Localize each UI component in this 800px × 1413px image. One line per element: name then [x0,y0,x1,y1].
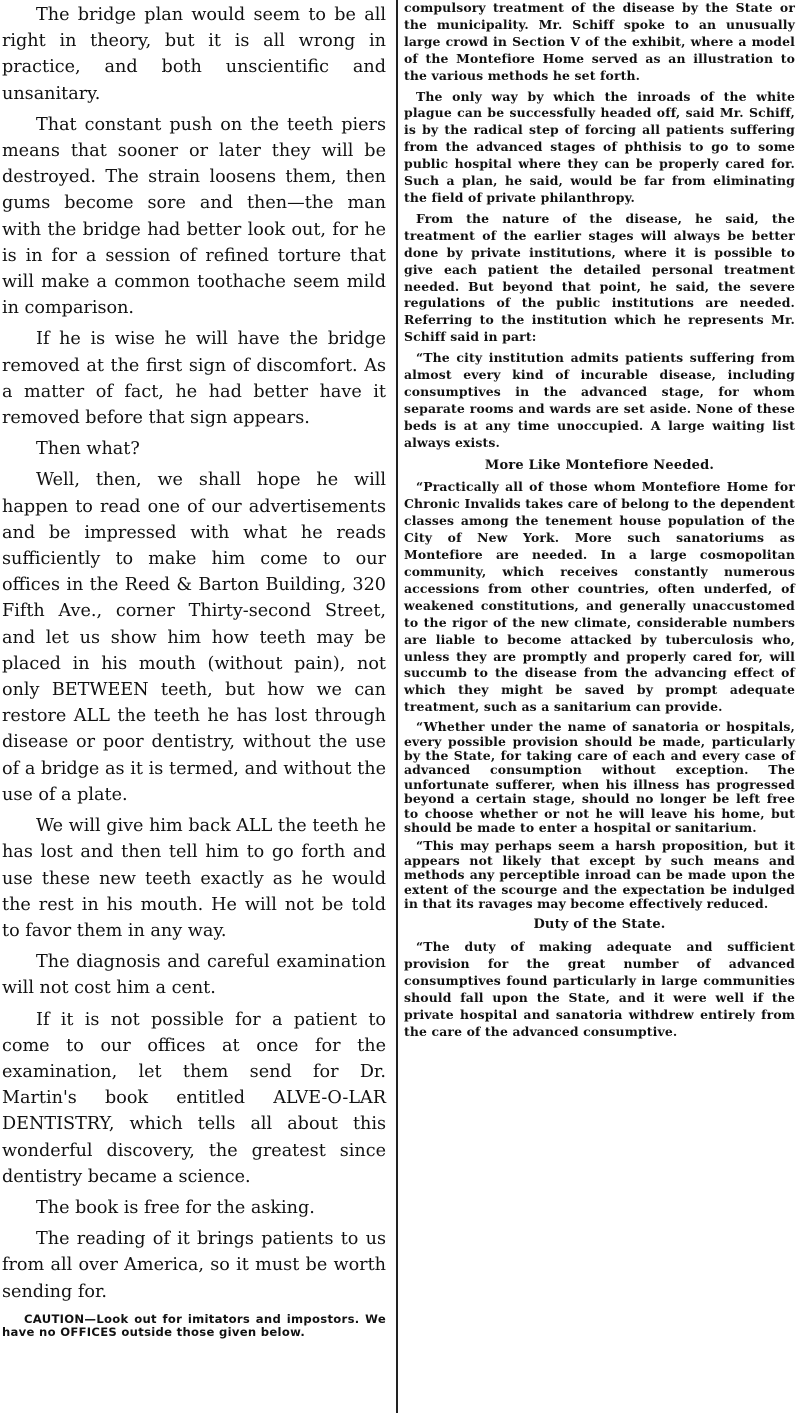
ad-paragraph: If it is not possible for a patient to come to our offices at once for the examination, let them send for Dr. Martin's book entitled ALVE-O-LAR DENTISTRY, which tells all about this wonderful discovery, the greatest since dentistry became a science. [2,1009,386,1187]
ad-paragraph: Then what? [36,439,140,460]
article-paragraph: “The city institution admits patients suffering from almost every kind of incurable disease, including consumptives in the advanced stage, for whom separate rooms and wards are set aside. None of these beds is at any time unoccupied. A large waiting list always exists. [404,350,795,450]
article-paragraph: “Practically all of those whom Montefiore Home for Chronic Invalids takes care of belong to the dependent classes among the tenement house population of the City of New York. More such sanatoriums as Montefiore are needed. In a large cosmopolitan community, which receives constantly numerous accessions from other countries, often underfed, of weakened constitutions, and generally unaccustomed to the rigor of the new climate, considerable numbers are liable to become attacked by tuberculosis who, unless they are promptly and properly cared for, will succumb to the disease from the advancing effect of which they might be saved by prompt adequate treatment, such as a sanitarium can provide. [404,479,795,715]
article-paragraph: compulsory treatment of the disease by the State or the municipality. Mr. Schiff spoke to an unusually large crowd in Section V of the exhibit, where a model of the Montefiore Home served as an illustration to the various methods he set forth. [404,0,795,83]
article-paragraph: “The duty of making adequate and sufficient provision for the great number of advanced consumptives found particularly in large communities should fall upon the State, and it were well if the private hospital and sanatoria withdrew entirely from the care of the advanced consumptive. [404,939,795,1039]
subheading-more-like-montefiore: More Like Montefiore Needed. [484,457,715,473]
ad-paragraph: The diagnosis and careful examination will not cost him a cent. [2,952,386,999]
caution-notice: CAUTION—Look out for imitators and impostors. We have no OFFICES outside those given below. [2,1311,386,1339]
ad-paragraph: The book is free for the asking. [36,1197,315,1218]
ad-paragraph: The bridge plan would seem to be all right in theory, but it is all wrong in practice, and both unscientific and unsanitary. [2,5,386,104]
article-column [402,0,797,1413]
ad-paragraph: Well, then, we shall hope he will happen to read one of our advertisements and be impressed with what he reads sufficiently to make him come to our offices in the Reed & Barton Building, 320 Fifth Ave., corner Thirty-second Street, and let us show him how teeth may be placed in his mouth (without pain), not only BETWEEN teeth, but how we can restore ALL the teeth he has lost through disease or poor dentistry, without the use of a bridge as it is termed, and without the use of a plate. [2,470,386,805]
article-paragraph: The only way by which the inroads of the white plague can be successfully headed off, said Mr. Schiff, is by the radical step of forcing all patients suffering from the advanced stages of phthisis to go to some public hospital where they can be properly cared for. Such a plan, he said, would be far from eliminating the field of private philanthropy. [404,88,795,205]
article-paragraph: “This may perhaps seem a harsh proposition, but it appears not likely that except by such means and methods any perceptible inroad can be made upon the extent of the scourge and the expectation be indulged in that its ravages may become effectively reduced. [404,838,795,912]
ad-paragraph: If he is wise he will have the bridge removed at the first sign of discomfort. As a matter of fact, he had better have it removed before that sign appears. [2,329,386,429]
advertisement-column [0,0,390,1413]
article-paragraph: “Whether under the name of sanatoria or hospitals, every possible provision should be made, particularly by the State, for taking care of each and every case of advanced consumption without exception. The unfortunate sufferer, when his illness has progressed beyond a certain stage, should no longer be left free to choose whether or not he will leave his home, but should be made to enter a hospital or sanitarium. [404,719,795,835]
article-paragraph: From the nature of the disease, he said, the treatment of the earlier stages will always be better done by private institutions, where it is possible to give each patient the detailed personal treatment needed. But beyond that point, he said, the severe regulations of the public institutions are needed. Referring to the institution which he represents Mr. Schiff said in part: [404,210,795,345]
subheading-duty-of-the-state: Duty of the State. [533,917,666,933]
column-divider [396,0,398,1413]
ad-paragraph: We will give him back ALL the teeth he has lost and then tell him to go forth and use these new teeth exactly as he would the rest in his mouth. He will not be told to favor them in any way. [2,816,386,941]
ad-paragraph: The reading of it brings patients to us from all over America, so it must be worth sending for. [2,1229,386,1302]
ad-paragraph: That constant push on the teeth piers means that sooner or later they will be destroyed. The strain loosens them, then gums become sore and then—the man with the bridge had better look out, for he is in for a session of refined torture that will make a common toothache seem mild in comparison. [2,114,386,319]
